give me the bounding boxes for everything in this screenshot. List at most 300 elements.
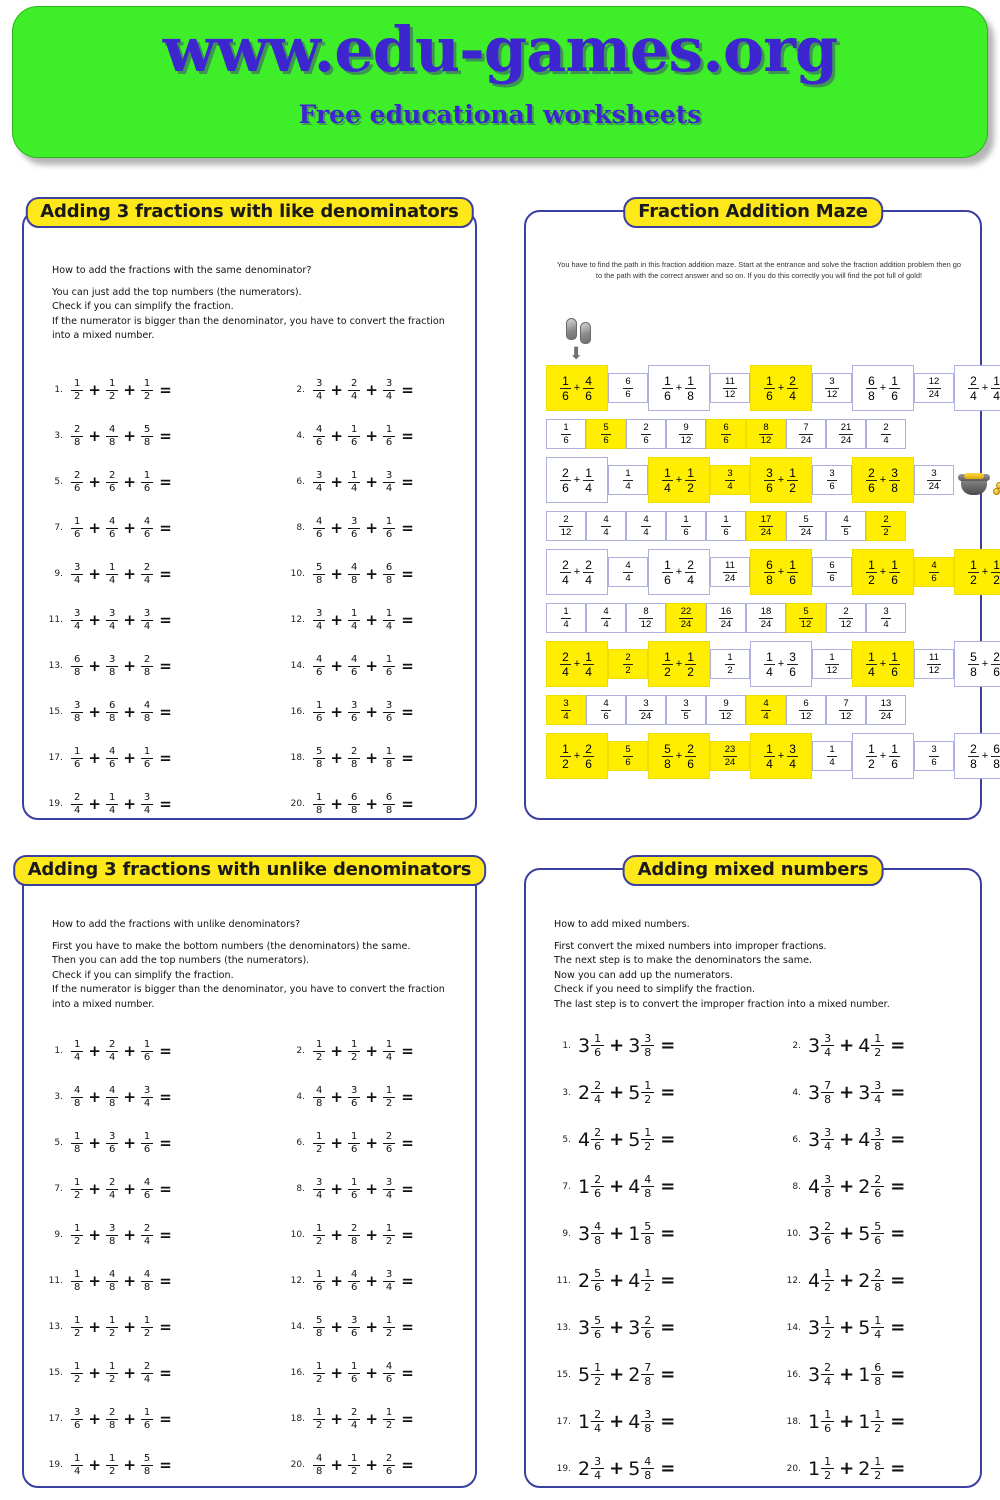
exercise-number: 17. [556,1416,571,1427]
maze-answer-cell[interactable] [746,695,786,725]
fraction-denominator: 2 [141,390,153,402]
fraction-denominator: 4 [71,1051,83,1063]
exercise-number: 1. [54,1046,63,1056]
fraction-denominator: 4 [821,1374,834,1387]
plus-sign: + [365,1180,378,1198]
equals-sign: = [401,657,414,675]
fraction-denominator: 6 [829,480,835,492]
fraction-numerator: 6 [829,560,835,571]
fraction [561,423,570,445]
mixed-number-whole: 3 [808,1316,821,1339]
equals-sign: = [660,1317,676,1338]
fraction-numerator: 4 [763,698,769,709]
panel1-column-right [286,367,414,827]
fraction-numerator: 3 [108,1130,116,1142]
maze-answer-cell[interactable] [546,603,586,633]
fraction [881,515,890,537]
fraction-denominator: 8 [106,1097,118,1109]
maze-answer-cell[interactable] [586,511,626,541]
maze-answer-cell[interactable] [608,741,648,771]
fraction-denominator: 8 [891,480,898,495]
maze-answer-cell[interactable] [866,695,906,725]
fraction [313,471,325,494]
fraction-denominator: 6 [766,388,773,403]
fraction-numerator: 2 [874,1267,882,1280]
fraction [719,699,734,721]
maze-sum-row [546,640,1000,688]
maze-answer-cell[interactable] [626,695,666,725]
maze-answer-cell[interactable] [608,649,648,679]
fraction-denominator: 2 [871,1421,884,1434]
equals-sign: = [890,1176,906,1197]
fraction-numerator: 1 [874,1032,882,1045]
fraction-numerator: 3 [883,606,889,617]
maze-answer-cell[interactable] [608,465,648,495]
fraction-numerator: 13 [880,698,892,709]
fraction-denominator: 6 [106,758,118,770]
maze-answer-cell[interactable] [866,419,906,449]
maze-problem-cell[interactable] [750,365,812,411]
fraction-numerator: 5 [803,606,809,617]
fraction-numerator: 3 [316,607,323,619]
fraction-denominator: 6 [106,528,118,540]
maze-answer-cell[interactable] [786,511,826,541]
panel4-column-right [782,1022,905,1492]
maze-answer-cell[interactable] [710,557,750,587]
fraction-denominator: 8 [141,666,153,678]
maze-answer-cell[interactable] [626,511,666,541]
panel4-intro-question: How to add mixed numbers. [554,919,690,930]
maze-problem-cell[interactable] [648,549,710,595]
maze-answer-cell[interactable] [666,603,706,633]
fraction-denominator: 6 [723,526,729,538]
site-banner [12,6,988,158]
fraction [871,1315,884,1340]
fraction-numerator: 2 [562,557,569,572]
maze-answer-cell[interactable] [710,649,750,679]
fraction [141,1408,153,1431]
maze-answer-cell[interactable] [586,419,626,449]
fraction-denominator: 2 [821,1468,834,1481]
maze-grid[interactable] [546,364,1000,780]
panel3-intro [52,918,457,1012]
fraction-denominator: 2 [348,1465,360,1477]
fraction [71,1132,83,1155]
fraction [639,607,654,629]
panel-unlike-denominators [22,859,477,1488]
fraction-numerator: 1 [143,1406,151,1418]
fraction [559,515,574,537]
maze-answer-cell[interactable] [706,695,746,725]
fraction-numerator: 4 [350,1268,358,1280]
maze-answer-cell[interactable] [812,741,852,771]
maze-answer-cell[interactable] [666,511,706,541]
fraction [929,745,938,767]
fraction-numerator: 1 [625,468,631,479]
exercise-row [552,1116,675,1163]
fraction-numerator: 1 [594,1361,602,1374]
fraction [623,561,632,583]
fraction-denominator: 4 [789,388,796,403]
exercise-number: 15. [48,707,63,717]
fraction-denominator: 2 [821,1327,834,1340]
fraction-numerator: 2 [625,652,631,663]
fraction [641,1033,654,1058]
fraction [759,515,774,537]
fraction-numerator: 2 [563,514,569,525]
fraction-numerator: 2 [644,1314,652,1327]
fraction-denominator: 8 [821,1092,834,1105]
fraction [759,607,774,629]
exercise-row [286,505,414,551]
fraction [313,655,325,678]
exercise-number: 7. [54,523,63,533]
fraction-denominator: 5 [683,710,689,722]
maze-answer-cell[interactable] [826,695,866,725]
fraction-denominator: 2 [71,390,83,402]
mixed-number-whole: 3 [578,1034,591,1057]
fraction-numerator: 17 [760,514,772,525]
maze-problem-cell[interactable] [750,733,812,779]
equals-sign: = [159,795,172,813]
fraction [759,423,774,445]
maze-answer-cell[interactable] [666,695,706,725]
maze-answer-cell[interactable] [914,649,954,679]
fraction [601,699,610,721]
fraction-denominator: 12 [724,388,736,400]
fraction-numerator: 1 [727,652,733,663]
fraction-numerator: 6 [74,653,81,665]
equals-sign: = [401,1272,414,1290]
maze-answer-cell[interactable] [866,603,906,633]
maze-answer-cell[interactable] [666,419,706,449]
maze-answer-row [546,504,1000,548]
fraction-numerator: 1 [868,741,875,756]
fraction-numerator: 6 [385,561,393,573]
maze-answer-cell[interactable] [826,511,866,541]
fraction-numerator: 3 [316,469,323,481]
maze-problem-cell[interactable] [750,457,812,503]
maze-answer-cell[interactable] [786,419,826,449]
maze-answer-cell[interactable] [586,603,626,633]
fraction-denominator: 8 [641,1421,654,1434]
exercise-row [44,781,172,827]
fraction-denominator: 4 [383,1051,395,1063]
maze-problem-cell[interactable] [750,549,812,595]
mixed-number-whole: 3 [578,1316,591,1339]
maze-answer-cell[interactable] [746,511,786,541]
maze-answer-cell[interactable] [626,603,666,633]
fraction-numerator: 2 [350,377,358,389]
fraction [106,747,118,770]
fraction-numerator: 3 [143,791,151,803]
fraction [383,1362,395,1385]
maze-answer-cell[interactable] [608,373,648,403]
fraction-numerator: 1 [74,1176,81,1188]
plus-sign: + [123,1456,136,1474]
exercise-row [44,1120,172,1166]
maze-problem-cell[interactable] [852,641,914,687]
maze-problem-cell[interactable] [648,733,710,779]
maze-answer-cell[interactable] [914,741,954,771]
fraction [871,1221,884,1246]
fraction-numerator: 1 [108,377,116,389]
fraction-denominator: 6 [313,712,325,724]
maze-area[interactable] [538,312,1000,802]
fraction-numerator: 3 [874,1079,882,1092]
equals-sign: = [401,1456,414,1474]
fraction-numerator: 1 [350,1452,358,1464]
maze-answer-cell[interactable] [826,419,866,449]
fraction-denominator: 12 [800,618,812,630]
fraction-denominator: 6 [562,480,569,495]
maze-answer-cell[interactable] [746,603,786,633]
fraction-denominator: 4 [348,620,360,632]
footprints-icon [566,318,600,344]
fraction-denominator: 2 [106,1465,118,1477]
exercise-row [44,643,172,689]
fraction [348,517,360,540]
fraction-numerator: 1 [350,1360,358,1372]
maze-answer-cell[interactable] [706,603,746,633]
banner-box [12,6,988,158]
maze-problem-cell[interactable] [852,365,914,411]
maze-answer-cell[interactable] [706,419,746,449]
maze-problem-cell[interactable] [852,457,914,503]
maze-answer-cell[interactable] [710,741,750,771]
fraction [106,1270,118,1293]
fraction [821,1221,834,1246]
plus-sign: + [573,750,581,762]
equals-sign: = [159,519,172,537]
fraction-denominator: 24 [640,710,652,722]
equals-sign: = [159,473,172,491]
plus-sign: + [330,795,343,813]
panel3-intro-line-4: into a mixed number. [52,998,155,1010]
fraction-numerator: 4 [108,1084,116,1096]
maze-answer-cell[interactable] [826,603,866,633]
maze-answer-cell[interactable] [812,557,852,587]
maze-answer-cell[interactable] [706,511,746,541]
maze-problem-cell[interactable] [546,549,608,595]
maze-answer-cell[interactable] [914,557,954,587]
fraction-denominator: 8 [348,758,360,770]
fraction-numerator: 1 [723,514,729,525]
panel-mixed-numbers [524,859,982,1488]
maze-answer-cell[interactable] [746,419,786,449]
maze-problem-cell[interactable] [750,641,812,687]
fraction [71,563,83,586]
maze-problem-cell[interactable] [954,365,1000,411]
fraction-numerator: 1 [766,373,773,388]
maze-problem-cell[interactable] [648,457,710,503]
maze-problem-cell[interactable] [546,641,608,687]
maze-problem-cell[interactable] [852,549,914,595]
fraction [721,515,730,537]
plus-sign: + [777,474,785,486]
plus-sign: + [330,611,343,629]
maze-answer-cell[interactable] [626,419,666,449]
fraction [71,471,83,494]
plus-sign: + [609,1035,625,1056]
plus-sign: + [839,1317,855,1338]
fraction-denominator: 4 [585,664,592,679]
fraction [583,743,594,770]
exercise-row [286,689,414,735]
fraction [141,1086,153,1109]
fraction [71,701,83,724]
maze-answer-cell[interactable] [786,603,826,633]
fraction [348,1132,360,1155]
maze-problem-cell[interactable] [546,457,608,503]
fraction-numerator: 2 [687,741,694,756]
fraction-denominator: 6 [348,1281,360,1293]
mixed-number-whole: 1 [808,1457,821,1480]
exercise-number: 8. [296,523,305,533]
maze-answer-cell[interactable] [812,373,852,403]
fraction-numerator: 1 [594,1032,602,1045]
plus-sign: + [123,1180,136,1198]
maze-problem-cell[interactable] [546,733,608,779]
maze-answer-cell[interactable] [546,419,586,449]
fraction-numerator: 1 [664,465,671,480]
maze-problem-cell[interactable] [852,733,914,779]
fraction-denominator: 4 [313,482,325,494]
panel4-intro-line-1: The next step is to make the denominators the same. [554,955,813,967]
fraction-numerator: 7 [644,1361,652,1374]
maze-answer-cell[interactable] [710,465,750,495]
maze-answer-cell[interactable] [586,695,626,725]
fraction [764,743,775,770]
mixed-number-whole: 5 [628,1128,641,1151]
fraction [662,651,673,678]
maze-answer-cell[interactable] [914,465,954,495]
exercise-number: 13. [556,1322,571,1333]
fraction-denominator: 4 [383,390,395,402]
mixed-number-whole: 1 [858,1410,871,1433]
fraction-numerator: 4 [316,515,323,527]
maze-answer-cell[interactable] [812,465,852,495]
exercise-expression [312,379,414,402]
exercise-expression [312,1086,414,1109]
fraction-numerator: 6 [993,741,1000,756]
maze-answer-cell[interactable] [914,373,954,403]
fraction-denominator: 8 [591,1233,604,1246]
fraction [591,1315,604,1340]
fraction-numerator: 2 [824,1361,832,1374]
fraction-numerator: 4 [143,1176,151,1188]
fraction-numerator: 3 [824,1173,832,1186]
fraction [106,793,118,816]
plus-sign: + [123,1088,136,1106]
maze-problem-cell[interactable] [546,365,608,411]
fraction-denominator: 4 [821,1045,834,1058]
plus-sign: + [88,703,101,721]
fraction [871,1080,884,1105]
maze-answer-cell[interactable] [866,511,906,541]
panel4-intro-line-0: First convert the mixed numbers into improper fractions. [554,940,827,952]
maze-answer-cell[interactable] [546,695,586,725]
equals-sign: = [890,1458,906,1479]
fraction [383,1086,395,1109]
plus-sign: + [981,750,989,762]
maze-problem-cell[interactable] [954,549,1000,595]
fraction [591,1362,604,1387]
fraction [348,1178,360,1201]
exercise-expression [70,1224,172,1247]
fraction [348,1362,360,1385]
fraction-denominator: 6 [643,434,649,446]
fraction-numerator: 4 [143,515,151,527]
exercise-row [552,1069,675,1116]
equals-sign: = [890,1082,906,1103]
fraction [623,745,632,767]
fraction-denominator: 2 [106,390,118,402]
equals-sign: = [159,657,172,675]
plus-sign: + [330,381,343,399]
exercise-row [782,1398,905,1445]
exercise-row [44,459,172,505]
exercise-number: 9. [54,569,63,579]
maze-answer-cell[interactable] [812,649,852,679]
fraction-numerator: 1 [664,557,671,572]
exercise-expression [70,1178,172,1201]
equals-sign: = [890,1129,906,1150]
exercise-expression [70,517,172,540]
fraction-denominator: 6 [891,664,898,679]
fraction-denominator: 2 [71,1373,83,1385]
fraction-denominator: 8 [106,1235,118,1247]
fraction [827,745,836,767]
fraction-numerator: 5 [644,1220,652,1233]
maze-answer-cell[interactable] [608,557,648,587]
fraction-numerator: 5 [603,422,609,433]
fraction-denominator: 4 [563,618,569,630]
plus-sign: + [675,566,683,578]
exercise-row [286,367,414,413]
fraction-denominator: 8 [664,756,671,771]
fraction-denominator: 8 [71,1143,83,1155]
maze-problem-cell[interactable] [648,365,710,411]
fraction-numerator: 4 [644,1455,652,1468]
maze-problem-cell[interactable] [648,641,710,687]
equals-sign: = [159,749,172,767]
fraction-denominator: 4 [383,620,395,632]
fraction-denominator: 6 [348,1373,360,1385]
fraction [313,1270,325,1293]
fraction-denominator: 24 [928,480,940,492]
fraction [764,559,775,586]
fraction [641,1127,654,1152]
plus-sign: + [879,382,887,394]
maze-answer-cell[interactable] [546,511,586,541]
fraction-denominator: 4 [687,572,694,587]
maze-problem-cell[interactable] [954,641,1000,687]
fraction [839,699,854,721]
fraction-numerator: 3 [385,699,393,711]
fraction-denominator: 8 [641,1045,654,1058]
fraction-numerator: 1 [891,649,898,664]
plus-sign: + [981,382,989,394]
maze-answer-cell[interactable] [710,373,750,403]
fraction-denominator: 8 [313,804,325,816]
maze-problem-cell[interactable] [954,733,1000,779]
mixed-number-whole: 5 [858,1222,871,1245]
fraction-numerator: 5 [316,1314,323,1326]
plus-sign: + [88,1318,101,1336]
maze-answer-cell[interactable] [786,695,826,725]
panel1-intro-line-1: Check if you can simplify the fraction. [52,301,234,313]
